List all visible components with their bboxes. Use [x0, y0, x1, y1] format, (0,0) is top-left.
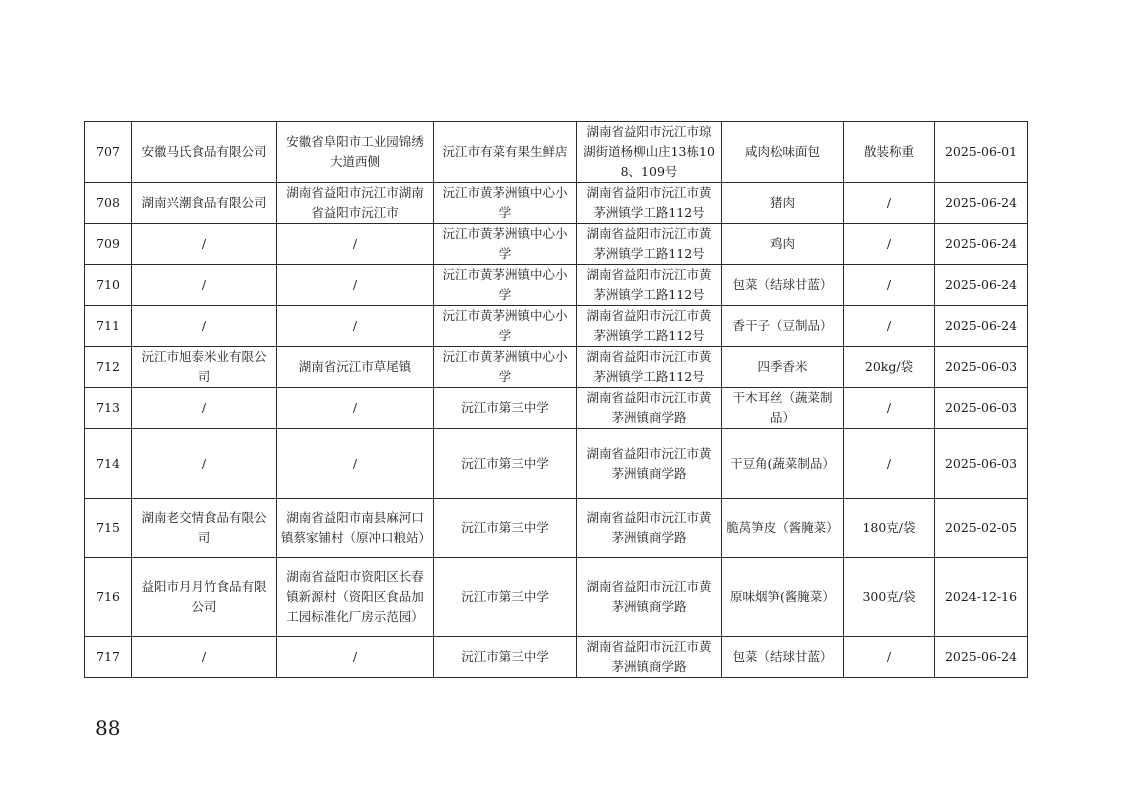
producer-address: 湖南省沅江市草尾镇	[277, 347, 434, 388]
row-number: 710	[85, 265, 132, 306]
sampled-address: 湖南省益阳市沅江市黄茅洲镇商学路	[577, 429, 722, 499]
producer-address: /	[277, 224, 434, 265]
sample-name: 脆莴笋皮（酱腌菜）	[722, 499, 844, 558]
production-date: 2025-06-24	[935, 183, 1028, 224]
table-row	[85, 224, 1028, 265]
sampled-unit: 沅江市黄茅洲镇中心小学	[434, 306, 577, 347]
sampled-address: 湖南省益阳市沅江市黄茅洲镇学工路112号	[577, 265, 722, 306]
sampled-unit: 沅江市第三中学	[434, 388, 577, 429]
table-row	[85, 306, 1028, 347]
row-number: 708	[85, 183, 132, 224]
sample-name: 鸡肉	[722, 224, 844, 265]
sample-name: 猪肉	[722, 183, 844, 224]
row-number: 711	[85, 306, 132, 347]
specification: /	[844, 306, 935, 347]
production-date: 2025-06-03	[935, 429, 1028, 499]
table-row	[85, 347, 1028, 388]
specification: 20kg/袋	[844, 347, 935, 388]
row-number: 715	[85, 499, 132, 558]
specification: /	[844, 637, 935, 678]
producer-name: 湖南老交情食品有限公司	[132, 499, 277, 558]
producer-address: /	[277, 265, 434, 306]
specification: /	[844, 265, 935, 306]
sample-name: 干豆角(蔬菜制品）	[722, 429, 844, 499]
sampled-address: 湖南省益阳市沅江市黄茅洲镇商学路	[577, 558, 722, 637]
row-number: 716	[85, 558, 132, 637]
producer-address: /	[277, 388, 434, 429]
producer-name: /	[132, 224, 277, 265]
producer-name: 沅江市旭泰米业有限公司	[132, 347, 277, 388]
table-row	[85, 499, 1028, 558]
specification: 180克/袋	[844, 499, 935, 558]
row-number: 707	[85, 122, 132, 183]
sample-name: 干木耳丝（蔬菜制品）	[722, 388, 844, 429]
producer-name: /	[132, 388, 277, 429]
sampled-unit: 沅江市第三中学	[434, 558, 577, 637]
row-number: 712	[85, 347, 132, 388]
sampled-unit: 沅江市黄茅洲镇中心小学	[434, 265, 577, 306]
production-date: 2025-06-03	[935, 388, 1028, 429]
sampled-address: 湖南省益阳市沅江市黄茅洲镇学工路112号	[577, 183, 722, 224]
producer-address: 安徽省阜阳市工业园锦绣大道西侧	[277, 122, 434, 183]
producer-address: /	[277, 637, 434, 678]
sampled-unit: 沅江市第三中学	[434, 637, 577, 678]
sampled-unit: 沅江市第三中学	[434, 429, 577, 499]
sampled-address: 湖南省益阳市沅江市黄茅洲镇商学路	[577, 499, 722, 558]
producer-address: /	[277, 306, 434, 347]
producer-name: /	[132, 265, 277, 306]
sample-name: 咸肉松味面包	[722, 122, 844, 183]
sample-name: 四季香米	[722, 347, 844, 388]
table-row	[85, 558, 1028, 637]
producer-name: 湖南兴潮食品有限公司	[132, 183, 277, 224]
producer-name: /	[132, 637, 277, 678]
sampled-unit: 沅江市黄茅洲镇中心小学	[434, 183, 577, 224]
producer-address: 湖南省益阳市资阳区长春镇新源村（资阳区食品加工园标准化厂房示范园）	[277, 558, 434, 637]
table-row	[85, 183, 1028, 224]
table-row	[85, 637, 1028, 678]
specification: /	[844, 388, 935, 429]
sampling-results-table	[84, 121, 1028, 678]
sampled-address: 湖南省益阳市沅江市黄茅洲镇学工路112号	[577, 306, 722, 347]
producer-name: 益阳市月月竹食品有限公司	[132, 558, 277, 637]
specification: /	[844, 183, 935, 224]
sampled-unit: 沅江市第三中学	[434, 499, 577, 558]
sampled-address: 湖南省益阳市沅江市黄茅洲镇学工路112号	[577, 347, 722, 388]
sample-name: 包菜（结球甘蓝）	[722, 265, 844, 306]
sample-name: 香干子（豆制品）	[722, 306, 844, 347]
sampled-unit: 沅江市有菜有果生鲜店	[434, 122, 577, 183]
table-row	[85, 265, 1028, 306]
specification: 散装称重	[844, 122, 935, 183]
specification: /	[844, 429, 935, 499]
row-number: 713	[85, 388, 132, 429]
sampled-address: 湖南省益阳市沅江市黄茅洲镇商学路	[577, 637, 722, 678]
production-date: 2025-06-24	[935, 637, 1028, 678]
production-date: 2025-06-03	[935, 347, 1028, 388]
producer-name: /	[132, 306, 277, 347]
sample-name: 原味烟笋(酱腌菜）	[722, 558, 844, 637]
row-number: 709	[85, 224, 132, 265]
page-number: 88	[95, 716, 121, 740]
sampled-unit: 沅江市黄茅洲镇中心小学	[434, 224, 577, 265]
producer-name: 安徽马氏食品有限公司	[132, 122, 277, 183]
row-number: 714	[85, 429, 132, 499]
specification: /	[844, 224, 935, 265]
table-row	[85, 122, 1028, 183]
production-date: 2025-06-24	[935, 224, 1028, 265]
producer-address: /	[277, 429, 434, 499]
row-number: 717	[85, 637, 132, 678]
producer-address: 湖南省益阳市南县麻河口镇蔡家铺村（原冲口粮站）	[277, 499, 434, 558]
producer-name: /	[132, 429, 277, 499]
sampled-address: 湖南省益阳市沅江市黄茅洲镇商学路	[577, 388, 722, 429]
table-row	[85, 429, 1028, 499]
production-date: 2025-06-24	[935, 265, 1028, 306]
production-date: 2025-02-05	[935, 499, 1028, 558]
sampled-address: 湖南省益阳市沅江市琼湖街道杨柳山庄13栋108、109号	[577, 122, 722, 183]
production-date: 2025-06-01	[935, 122, 1028, 183]
production-date: 2025-06-24	[935, 306, 1028, 347]
producer-address: 湖南省益阳市沅江市湖南省益阳市沅江市	[277, 183, 434, 224]
sampled-unit: 沅江市黄茅洲镇中心小学	[434, 347, 577, 388]
specification: 300克/袋	[844, 558, 935, 637]
sampled-address: 湖南省益阳市沅江市黄茅洲镇学工路112号	[577, 224, 722, 265]
production-date: 2024-12-16	[935, 558, 1028, 637]
sample-name: 包菜（结球甘蓝）	[722, 637, 844, 678]
table-row	[85, 388, 1028, 429]
